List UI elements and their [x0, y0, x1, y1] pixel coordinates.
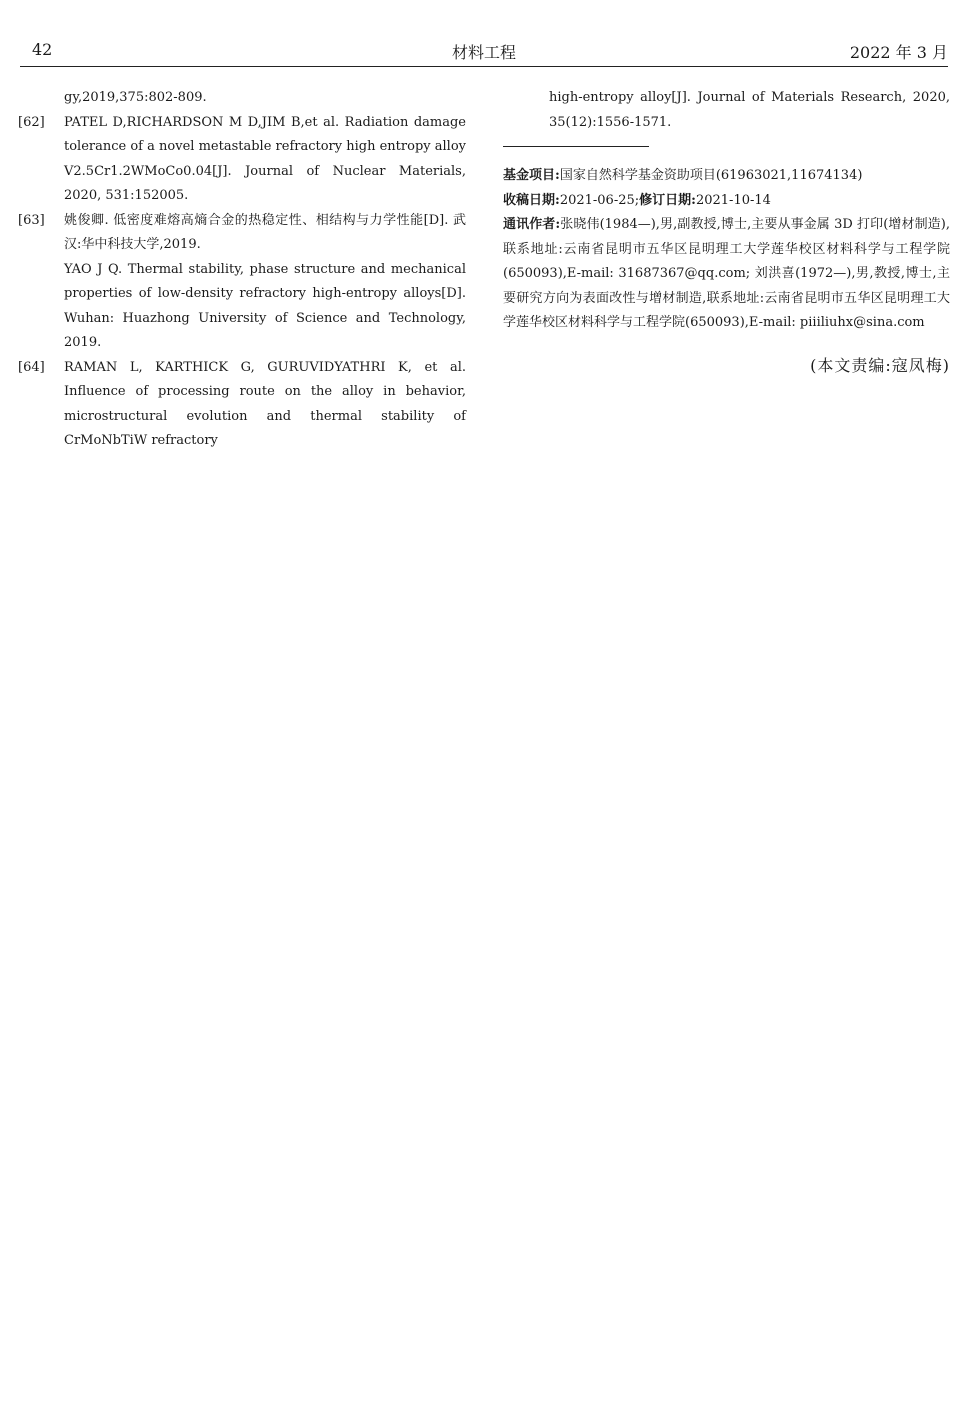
- running-header: [20, 38, 948, 67]
- reference-text: gy,2019,375:802-809.: [64, 90, 207, 105]
- revised-date: 2021-10-14: [695, 192, 771, 208]
- journal-title: 材料工程: [451, 43, 516, 62]
- left-column: [18, 86, 466, 454]
- reference-number: [63]: [18, 212, 45, 228]
- footnote-divider: [503, 146, 649, 147]
- reference-number: [62]: [18, 114, 45, 130]
- page-number: 42: [32, 40, 53, 59]
- reference-64: [18, 356, 466, 454]
- article-metadata: [503, 164, 950, 336]
- corresponding-text: 张晓伟(1984—),男,副教授,博士,主要从事金属 3D 打印(增材制造),联系地址:云南省昆明市五华区昆明理工大学莲华校区材料科学与工程学院(650093),E-mail: 31687367@qq.com; 刘洪喜(1972—),男,教授,博士,主要研究方向为表面改性与增材制造,联系地址:云南省昆明市五华区昆明理工大学莲华校区材料科学与工程学院(650093),E-mail: piiiliuhx@sina.com: [503, 217, 950, 330]
- reference-text-english: YAO J Q. Thermal stability, phase structure and mechanical properties of low-density refractory high-entropy alloys[D]. Wuhan: Huazhong University of Science and Technology, 2019.: [64, 261, 466, 350]
- reference-continued: [18, 86, 466, 111]
- right-column: [503, 86, 950, 378]
- fund-value: 国家自然科学基金资助项目(61963021,11674134): [559, 168, 863, 183]
- corresponding-author: [503, 213, 950, 336]
- dates-line: [503, 189, 950, 214]
- reference-text-chinese: 姚俊卿. 低密度难熔高熵合金的热稳定性、相结构与力学性能[D]. 武汉:华中科技大学,2019.: [64, 212, 466, 252]
- issue-date: 2022 年 3 月: [849, 43, 948, 62]
- reference-text: high-entropy alloy[J]. Journal of Materials Research, 2020, 35(12):1556-1571.: [549, 90, 950, 130]
- reference-number: [64]: [18, 359, 45, 375]
- fund-label: 基金项目:: [503, 168, 560, 183]
- reference-62: [18, 111, 466, 209]
- received-date: 2021-06-25;: [559, 192, 640, 208]
- fund-line: [503, 164, 950, 189]
- reference-63: [18, 209, 466, 356]
- corresponding-label: 通讯作者:: [503, 217, 561, 232]
- reference-text: PATEL D,RICHARDSON M D,JIM B,et al. Radiation damage tolerance of a novel metastable refractory high entropy alloy V2.5Cr1.2WMoCo0.04[J]. Journal of Nuclear Materials, 2020, 531:152005.: [64, 114, 466, 203]
- received-label: 收稿日期:: [503, 192, 560, 208]
- responsible-editor: (本文责编:寇凤梅): [810, 355, 950, 375]
- revised-label: 修订日期:: [639, 192, 696, 208]
- reference-64-continued: [503, 86, 950, 135]
- reference-text: RAMAN L, KARTHICK G, GURUVIDYATHRI K, et al. Influence of processing route on the alloy in behavior, microstructural evolution and thermal stability of CrMoNbTiW refractory: [64, 359, 466, 448]
